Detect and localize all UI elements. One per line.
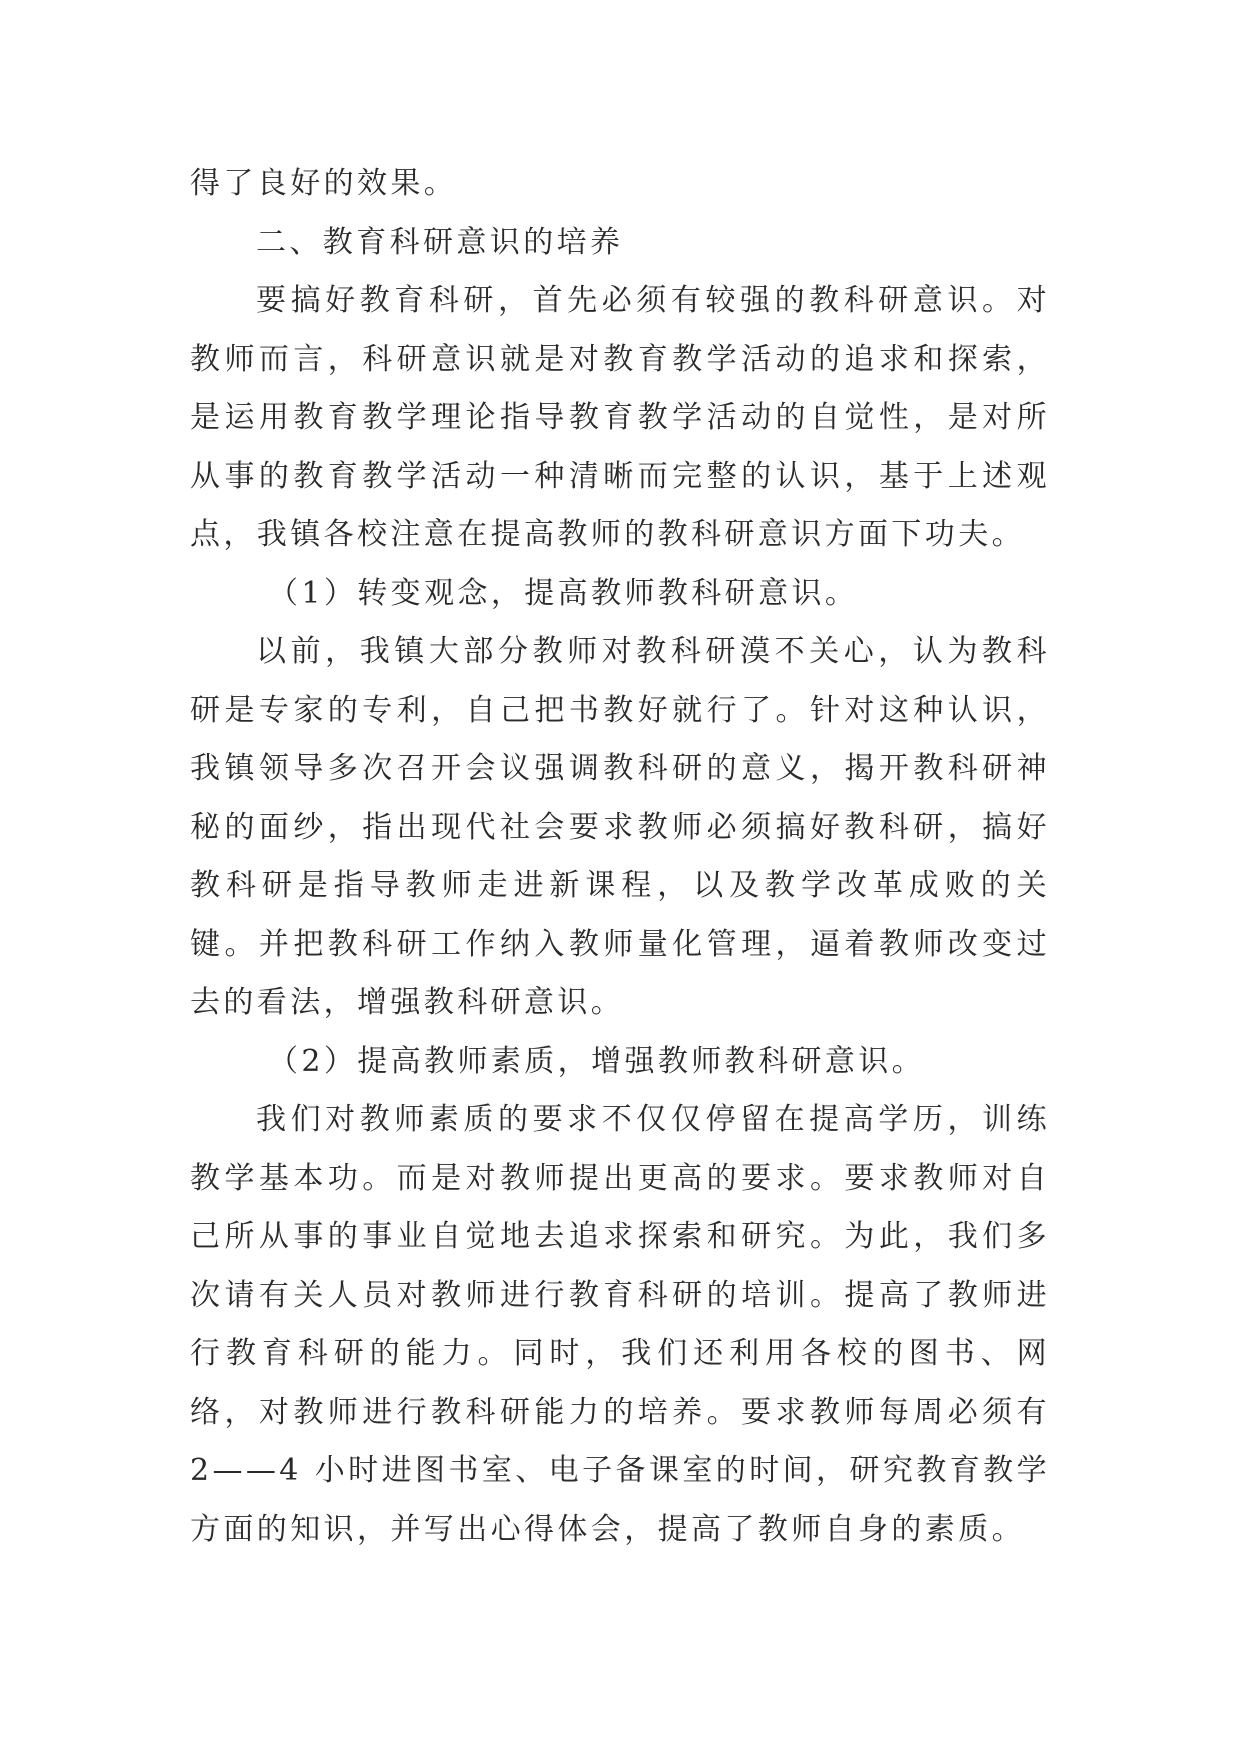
paragraph: 我们对教师素质的要求不仅仅停留在提高学历，训练教学基本功。而是对教师提出更高的要求。要求教师对自己所从事的事业自觉地去追求探索和研究。为此，我们多次请有关人员对教师进行教育科研的培训。提高了教师进行教育科研的能力。同时，我们还利用各校的图书、网络，对教师进行教科研能力的培养。要求教师每周必须有 2——4 小时进图书室、电子备课室的时间，研究教育教学方面的知识，并写出心得体会，提高了教师自身的素质。 xyxy=(190,1102,1050,1547)
paragraph: 以前，我镇大部分教师对教科研漠不关心，认为教科研是专家的专利，自己把书教好就行了。针对这种认识，我镇领导多次召开会议强调教科研的意义，揭开教科研神秘的面纱，指出现代社会要求教师必须搞好教科研，搞好教科研是指导教师走进新课程，以及教学改革成败的关键。并把教科研工作纳入教师量化管理，逼着教师改变过去的看法，增强教科研意识。 xyxy=(190,634,1050,1020)
section-heading: 二、教育科研意识的培养 xyxy=(256,224,624,260)
subsection-heading: （2）提高教师素质，增强教师教科研意识。 xyxy=(268,1043,926,1079)
paragraph-continuation: 得了良好的效果。 xyxy=(190,166,458,201)
document-body xyxy=(190,155,1050,1559)
subsection-heading: （1）转变观念，提高教师教科研意识。 xyxy=(268,575,859,611)
paragraph: 要搞好教育科研，首先必须有较强的教科研意识。对教师而言，科研意识就是对教育教学活动的追求和探索，是运用教育教学理论指导教育教学活动的自觉性，是对所从事的教育教学活动一种清晰而完整的认识，基于上述观点，我镇各校注意在提高教师的教科研意识方面下功夫。 xyxy=(190,283,1050,552)
